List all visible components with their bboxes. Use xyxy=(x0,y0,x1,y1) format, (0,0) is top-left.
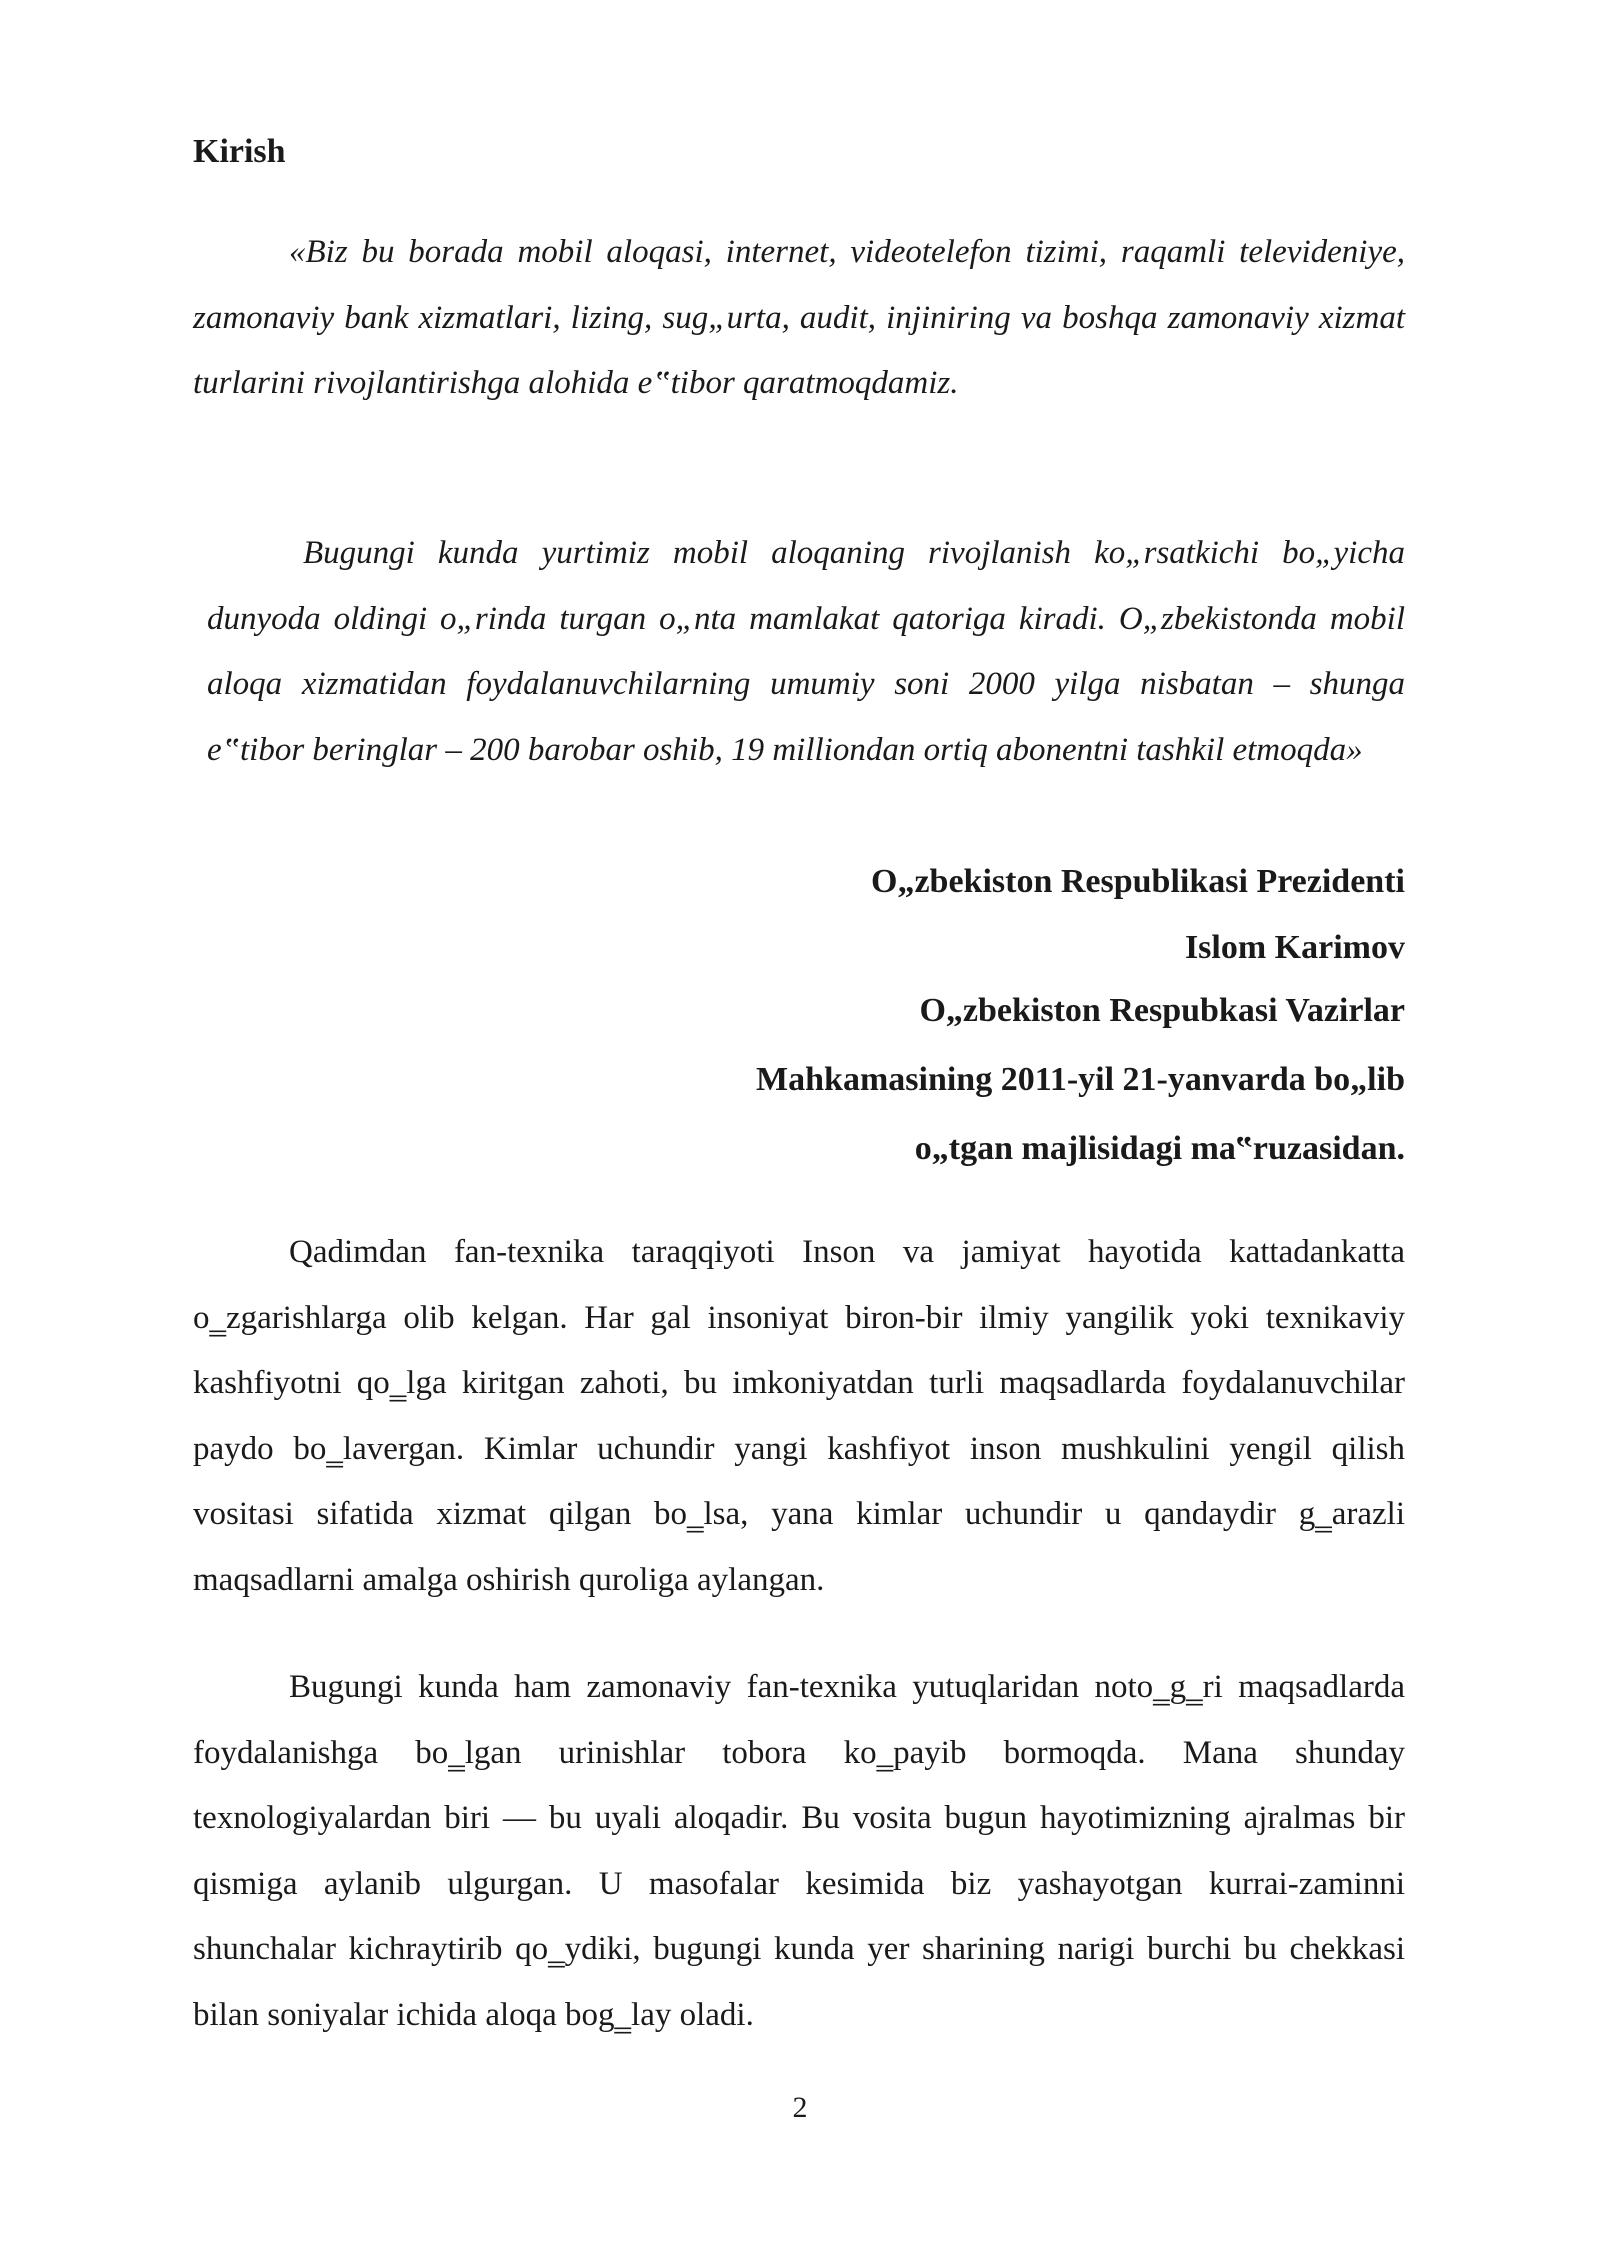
body-paragraph-2: Bugungi kunda ham zamonaviy fan-texnika yutuqlaridan noto‗g‗ri maqsadlarda foydalanishga bo‗lgan urinishlar tobora ko‗payib bormoqda. Mana shunday texnologiyalardan biri — bu uyali aloqadir. Bu vosita bugun hayotimizning ajralmas bir qismiga aylanib ulgurgan. U masofalar kesimida biz yashayotgan kurrai-zaminni shunchalar kichraytirib qo‗ydiki, bugungi kunda yer sharining narigi burchi bu chekkasi bilan soniyalar ichida aloqa bog‗lay oladi. xyxy=(193,1669,1405,2033)
body-paragraph-1: Qadimdan fan-texnika taraqqiyoti Inson va jamiyat hayotida kattadankatta o‗zgarishlarga olib kelgan. Har gal insoniyat biron-bir ilmiy yangilik yoki texnikaviy kashfiyotni qo‗lga kiritgan zahoti, bu imkoniyatdan turli maqsadlarda foydalanuvchilar paydo bo‗lavergan. Kimlar uchundir yangi kashfiyot inson mushkulini yengil qilish vositasi sifatida xizmat qilgan bo‗lsa, yana kimlar uchundir u qandaydir g‗arazli maqsadlarni amalga oshirish quroliga aylangan. xyxy=(193,1234,1405,1598)
attribution-line-3: O„zbekiston Respubkasi Vazirlar xyxy=(919,992,1405,1029)
attribution-line-1: O„zbekiston Respublikasi Prezidenti xyxy=(871,863,1405,900)
quote-paragraph-2: Bugungi kunda yurtimiz mobil aloqaning rivojlanish ko„rsatkichi bo„yicha dunyoda oldingi o„rinda turgan o„nta mamlakat qatoriga kiradi. O„zbekistonda mobil aloqa xizmatidan foydalanuvchilarning umumiy soni 2000 yilga nisbatan – shunga e‟tibor beringlar – 200 barobar oshib, 19 milliondan ortiq abonentni tashkil etmoqda» xyxy=(207,535,1405,768)
attribution-line-4: Mahkamasining 2011-yil 21-yanvarda bo„lib xyxy=(756,1061,1405,1098)
attribution-line-5: o„tgan majlisidagi ma‟ruzasidan. xyxy=(914,1130,1405,1167)
quote-paragraph-1: «Biz bu borada mobil aloqasi, internet, videotelefon tizimi, raqamli televideniye, zamonaviy bank xizmatlari, lizing, sug„urta, audit, injiniring va boshqa zamonaviy xizmat turlarini rivojlantirishga alohida e‟tibor qaratmoqdamiz. xyxy=(193,234,1405,402)
page-number: 2 xyxy=(792,2091,808,2124)
section-heading: Kirish xyxy=(193,133,286,170)
attribution-line-2: Islom Karimov xyxy=(1184,929,1405,966)
